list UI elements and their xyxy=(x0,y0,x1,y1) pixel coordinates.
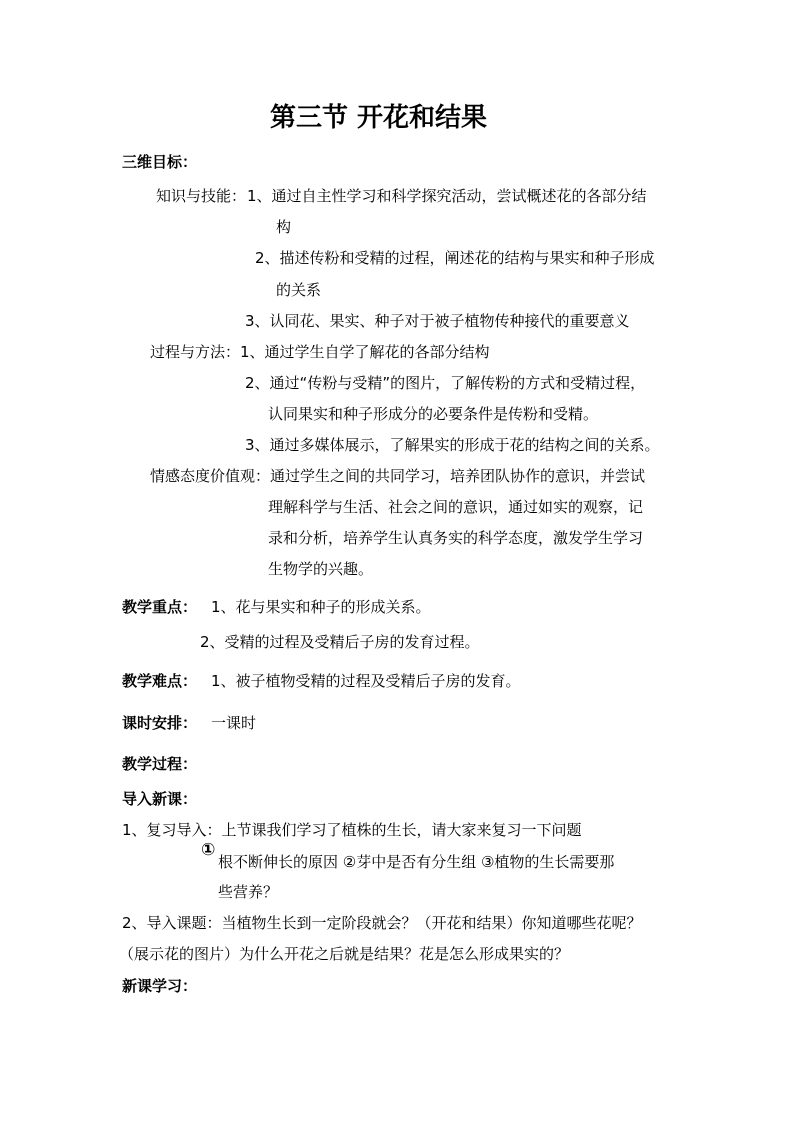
schedule-heading: 课时安排： xyxy=(122,714,198,732)
knowledge-item-2b: 的关系 xyxy=(276,281,322,299)
knowledge-label: 知识与技能： xyxy=(156,187,247,205)
process-label: 过程与方法： xyxy=(150,343,241,361)
intro-review: 1、复习导入：上节课我们学习了植株的生长，请大家来复习一下问题 xyxy=(122,821,582,839)
knowledge-item-3: 3、认同花、果实、种子对于被子植物传种接代的重要意义 xyxy=(245,312,630,330)
difficulty-1: 1、被子植物受精的过程及受精后子房的发育。 xyxy=(211,672,521,690)
process-item-1: 1、通过学生自学了解花的各部分结构 xyxy=(240,343,490,361)
key-point-1: 1、花与果实和种子的形成关系。 xyxy=(211,598,431,616)
key-points-heading: 教学重点： xyxy=(122,598,198,616)
objectives-heading: 三维目标： xyxy=(122,153,198,171)
emotion-label: 情感态度价值观： xyxy=(150,467,271,485)
intro-topic-b: （展示花的图片）为什么开花之后就是结果？花是怎么形成果实的？ xyxy=(119,945,570,963)
emotion-line-3: 录和分析，培养学生认真务实的科学态度，激发学生学习 xyxy=(268,529,644,547)
new-lesson-heading: 新课学习： xyxy=(122,977,198,995)
knowledge-item-2a: 2、描述传粉和受精的过程，阐述花的结构与果实和种子形成 xyxy=(255,249,655,267)
emotion-line-1: 通过学生之间的共同学习，培养团队协作的意识，并尝试 xyxy=(270,467,646,485)
knowledge-item-1b: 构 xyxy=(276,218,292,236)
knowledge-item-1a: 1、通过自主性学习和科学探究活动，尝试概述花的各部分结 xyxy=(247,187,647,205)
intro-heading: 导入新课： xyxy=(122,790,198,808)
teaching-process-heading: 教学过程： xyxy=(122,755,198,773)
difficulties-heading: 教学难点： xyxy=(122,672,198,690)
process-item-3: 3、通过多媒体展示，了解果实的形成于花的结构之间的关系。 xyxy=(245,436,660,454)
emotion-line-2: 理解科学与生活、社会之间的意识，通过如实的观察，记 xyxy=(268,498,644,516)
schedule-value: 一课时 xyxy=(211,714,257,732)
process-item-2a: 2、通过“传粉与受精”的图片，了解传粉的方式和受精过程， xyxy=(245,374,646,392)
page-title: 第三节 开花和结果 xyxy=(270,103,488,133)
circled-number-one: ① xyxy=(201,840,216,860)
intro-questions-a: 根不断伸长的原因 ②芽中是否有分生组 ③植物的生长需要那 xyxy=(218,853,615,871)
emotion-line-4: 生物学的兴趣。 xyxy=(268,560,374,578)
key-point-2: 2、受精的过程及受精后子房的发育过程。 xyxy=(200,633,480,651)
intro-questions-b: 些营养？ xyxy=(218,883,279,901)
process-item-2b: 认同果实和种子形成分的必要条件是传粉和受精。 xyxy=(268,405,599,423)
intro-topic-a: 2、导入课题：当植物生长到一定阶段就会？（开花和结果）你知道哪些花呢？ xyxy=(122,914,642,932)
